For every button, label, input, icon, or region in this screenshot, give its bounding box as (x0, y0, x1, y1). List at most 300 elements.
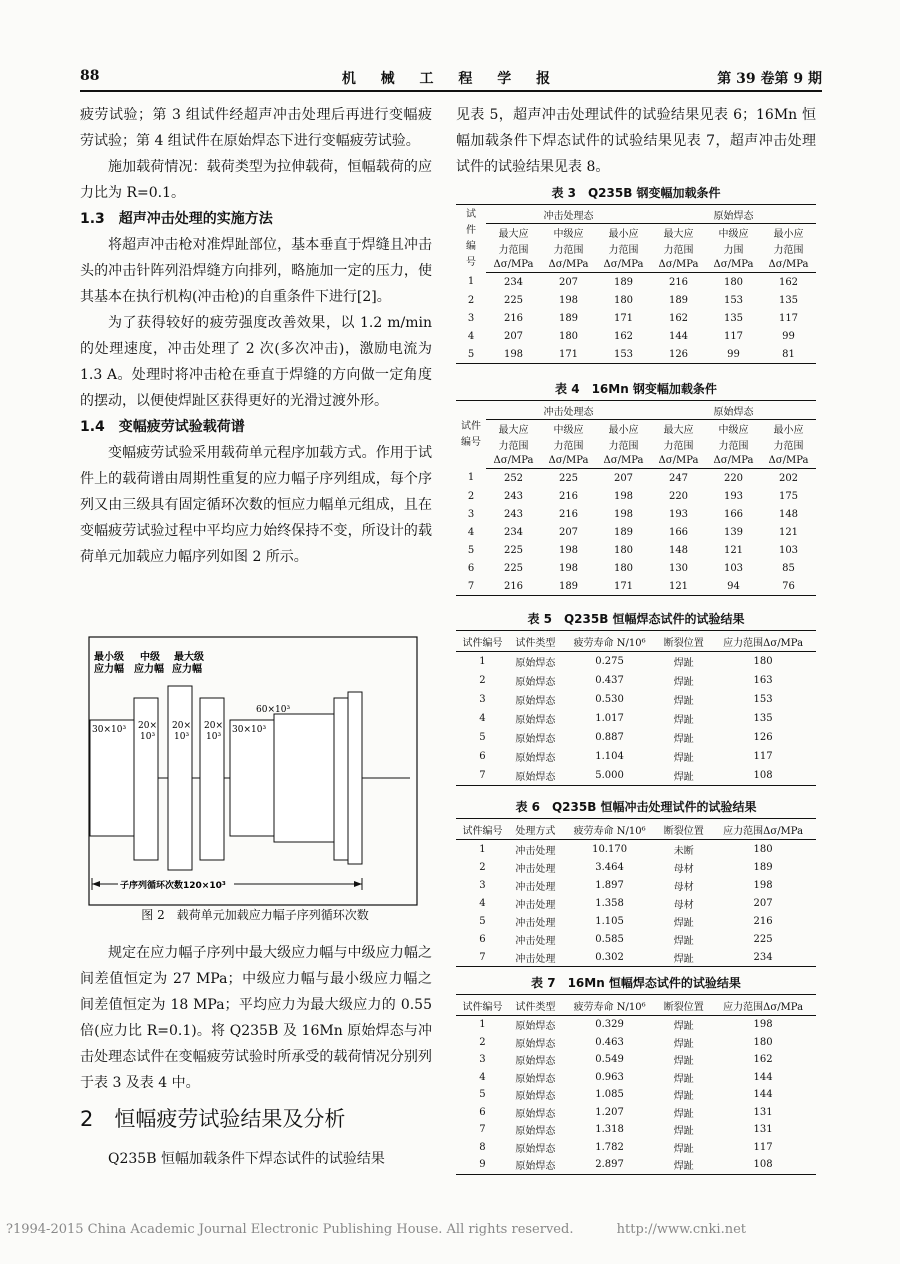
table-cell: 1 (467, 472, 475, 484)
cycle-60: 60×10³ (256, 705, 291, 715)
table-cell: 6 (479, 933, 486, 945)
table-row (456, 728, 816, 747)
col-head: Δσ/MPa (596, 452, 651, 469)
col-head: 试件编号 (456, 995, 509, 1016)
header-row (456, 401, 816, 420)
table-cell: 1.782 (595, 1141, 624, 1153)
page-number: 88 (80, 68, 100, 84)
table-cell: 180 (723, 276, 744, 288)
col-head: 疲劳寿命 N/10⁶ (562, 631, 657, 652)
label-min-level: 最小级 (94, 652, 124, 663)
table-cell: 焊趾 (673, 1038, 694, 1050)
table-cell: 207 (503, 330, 524, 342)
table-cell: 76 (782, 580, 795, 592)
table-cell: 原始焊态 (515, 1073, 556, 1085)
group-head-welded: 原始焊态 (651, 401, 816, 420)
table-cell: 焊趾 (673, 715, 694, 726)
table-row (456, 1156, 816, 1174)
table-cell: 原始焊态 (515, 753, 556, 764)
table-row (456, 709, 816, 728)
table-cell: 171 (613, 312, 634, 324)
cycle-20a: 20× (138, 721, 157, 731)
table-cell: 冲击处理 (515, 935, 556, 947)
table-cell: 2 (479, 675, 486, 686)
table-row (456, 469, 816, 488)
table-cell: 162 (753, 1054, 773, 1066)
table-row (456, 345, 816, 364)
col-head: 断裂位置 (657, 631, 710, 652)
table-cell: 180 (753, 656, 773, 667)
table-cell: 焊趾 (673, 1073, 694, 1085)
table-row (456, 523, 816, 541)
table-cell: 198 (558, 562, 579, 574)
table-cell: 5.000 (595, 770, 624, 781)
table-cell: 焊趾 (673, 1143, 694, 1155)
label-max-level: 最大级 (174, 652, 204, 663)
table-cell: 未断 (673, 845, 694, 857)
table-cell: 225 (558, 472, 579, 484)
table-cell: 180 (753, 843, 773, 855)
table-cell: 121 (668, 580, 689, 592)
table-cell: 131 (753, 1124, 773, 1136)
table-row (456, 505, 816, 523)
col-head: 力范围 (553, 244, 584, 256)
section-heading-2: 2 恒幅疲劳试验结果及分析 (80, 1107, 346, 1131)
col-head: 力范围 (663, 440, 694, 452)
table-row (456, 327, 816, 345)
table-cell: 207 (558, 526, 579, 538)
table-cell: 6 (479, 1106, 486, 1118)
col-head: 试件编号 (456, 819, 509, 840)
table-cell: 153 (613, 348, 634, 360)
figure-caption: 图 2 载荷单元加载应力幅子序列循环次数 (141, 908, 369, 922)
table-cell: 0.549 (595, 1054, 624, 1066)
table-cell: 2 (467, 294, 475, 306)
table-row (456, 541, 816, 559)
paragraph: 施加载荷情况：载荷类型为拉伸载荷，恒幅载荷的应力比为 R=0.1。 (80, 159, 432, 201)
col-head: 力范围 (498, 244, 529, 256)
group-head-treated: 冲击处理态 (486, 205, 651, 224)
table-cell: 193 (723, 490, 744, 502)
table-row (456, 1121, 816, 1139)
table-cell: 148 (668, 544, 689, 556)
table-cell: 1.358 (595, 897, 624, 909)
table-cell: 121 (778, 526, 799, 538)
col-head: 疲劳寿命 N/10⁶ (562, 995, 657, 1016)
table-cell: 189 (613, 276, 634, 288)
issue-label: 第 39 卷第 9 期 (717, 71, 822, 87)
table-cell: 5 (467, 348, 475, 360)
table-cell: 7 (467, 580, 475, 592)
table-cell: 162 (613, 330, 634, 342)
table-cell: 198 (753, 879, 773, 891)
col-head: 力范围 (663, 244, 694, 256)
col-head: 最大应 (498, 424, 529, 436)
cycle-20c-exp: 10³ (206, 732, 222, 742)
col-head: 试件编号 (456, 631, 509, 652)
col-head: 疲劳寿命 N/10⁶ (562, 819, 657, 840)
table-cell: 冲击处理 (515, 863, 556, 875)
table-cell: 180 (613, 562, 634, 574)
label-mid-level: 中级 (140, 652, 160, 663)
table-row (456, 291, 816, 309)
table-cell: 117 (723, 330, 744, 342)
table-cell: 3 (479, 694, 486, 705)
table-cell: 126 (753, 732, 773, 743)
table-cell: 103 (723, 562, 744, 574)
table-row (456, 840, 816, 859)
table-cell: 1 (467, 276, 475, 288)
copyright-footer (6, 1222, 896, 1237)
col-head: Δσ/MPa (706, 256, 761, 273)
table-cell: 243 (503, 508, 524, 520)
col-head: 应力范围Δσ/MPa (710, 995, 816, 1016)
col-head: 力范围 (773, 440, 804, 452)
table-3-caption: 表 3 Q235B 钢变幅加载条件 (551, 186, 721, 200)
table-cell: 原始焊态 (515, 772, 556, 783)
table-cell: 7 (479, 770, 486, 781)
table-cell: 216 (503, 580, 524, 592)
table-cell: 198 (503, 348, 524, 360)
table-cell: 7 (479, 951, 486, 963)
cycle-20c: 20× (204, 721, 223, 731)
table-cell: 冲击处理 (515, 953, 556, 965)
label-min-level-2: 应力幅 (94, 664, 124, 675)
table-cell: 171 (613, 580, 634, 592)
table-cell: 原始焊态 (515, 734, 556, 745)
table-cell: 1.207 (595, 1106, 624, 1118)
table-cell: 0.329 (595, 1019, 624, 1031)
table-3 (456, 204, 816, 364)
col-head: 最大应 (663, 228, 694, 240)
col-head: Δσ/MPa (486, 256, 541, 273)
table-cell: 153 (753, 694, 773, 705)
table-cell: 焊趾 (673, 1161, 694, 1173)
table-row (456, 1051, 816, 1069)
table-5 (456, 630, 816, 786)
col-head: 试件类型 (509, 631, 562, 652)
table-row (456, 1104, 816, 1122)
table-cell: 6 (479, 751, 486, 762)
table-cell: 1 (479, 843, 486, 855)
col-head: 应力范围Δσ/MPa (710, 819, 816, 840)
subheader-row (456, 256, 816, 273)
col-head: Δσ/MPa (541, 452, 596, 469)
col-head: 最小应 (608, 228, 639, 240)
table-cell: 99 (782, 330, 795, 342)
table-cell: 85 (782, 562, 795, 574)
table-cell: 焊趾 (673, 1126, 694, 1138)
table-cell: 2.897 (595, 1159, 624, 1171)
table-cell: 4 (467, 526, 475, 538)
cycle-total-label: 子序列循环次数120×10³ (120, 881, 226, 891)
table-cell: 0.463 (595, 1036, 624, 1048)
col-head: Δσ/MPa (761, 452, 816, 469)
section-heading: 1.4 变幅疲劳试验载荷谱 (80, 419, 245, 435)
cycle-20b-exp: 10³ (174, 732, 190, 742)
table-cell: 198 (558, 294, 579, 306)
table-cell: 3 (467, 312, 475, 324)
label-max-level-2: 应力幅 (172, 664, 202, 675)
table-cell: 216 (753, 915, 773, 927)
table-cell: 1.104 (595, 751, 624, 762)
col-head: 最小应 (608, 424, 639, 436)
group-head-treated: 冲击处理态 (486, 401, 651, 420)
col-head: 最小应 (773, 228, 804, 240)
table-cell: 焊趾 (673, 658, 694, 669)
table-cell: 1.897 (595, 879, 624, 891)
table-cell: 135 (723, 312, 744, 324)
table-cell: 母材 (673, 863, 694, 875)
table-cell: 冲击处理 (515, 845, 556, 857)
table-cell: 94 (727, 580, 740, 592)
table-cell: 1.105 (595, 915, 624, 927)
footer-url: http://www.cnki.net (616, 1222, 746, 1237)
header-row (456, 205, 816, 224)
table-cell: 冲击处理 (515, 881, 556, 893)
table-cell: 162 (778, 276, 799, 288)
table-cell: 8 (479, 1141, 486, 1153)
table-cell: 252 (503, 472, 524, 484)
col-head: 中级应 (553, 424, 584, 436)
table-row (456, 690, 816, 709)
head-fragment: 编号 (461, 436, 481, 448)
table-cell: 163 (753, 675, 773, 686)
table-cell: 3 (467, 508, 475, 520)
table-cell: 99 (727, 348, 740, 360)
col-head: 应力范围Δσ/MPa (710, 631, 816, 652)
table-row (456, 894, 816, 912)
table-cell: 5 (479, 915, 486, 927)
table-cell: 焊趾 (673, 1056, 694, 1068)
table-cell: 原始焊态 (515, 1021, 556, 1033)
table-cell: 1.318 (595, 1124, 624, 1136)
table-cell: 180 (753, 1036, 773, 1048)
running-header (80, 66, 822, 92)
journal-title: 机 械 工 程 学 报 (341, 71, 561, 87)
table-cell: 9 (479, 1159, 486, 1171)
table-cell: 175 (778, 490, 799, 502)
table-cell: 原始焊态 (515, 1056, 556, 1068)
table-cell: 1.085 (595, 1089, 624, 1101)
table-cell: 2 (467, 490, 475, 502)
table-cell: 189 (668, 294, 689, 306)
col-head: 力范围 (608, 244, 639, 256)
table-cell: 131 (753, 1106, 773, 1118)
table-cell: 4 (467, 330, 475, 342)
table-cell: 166 (723, 508, 744, 520)
table-cell: 焊趾 (673, 772, 694, 783)
cycle-20a-exp: 10³ (140, 732, 156, 742)
table-cell: 225 (503, 544, 524, 556)
table-cell: 148 (778, 508, 799, 520)
table-row (456, 766, 816, 786)
paragraph: 疲劳试验；第 3 组试件经超声冲击处理后再进行变幅疲劳试验；第 4 组试件在原始焊态下进行变幅疲劳试验。 (80, 107, 432, 149)
table-cell: 216 (558, 490, 579, 502)
table-cell: 1 (479, 1019, 486, 1031)
table-cell: 原始焊态 (515, 1161, 556, 1173)
table-cell: 117 (753, 1141, 773, 1153)
col-head: 中级应 (718, 228, 749, 240)
table-cell: 焊趾 (673, 917, 694, 929)
col-head: Δσ/MPa (761, 256, 816, 273)
col-head: 试件类型 (509, 995, 562, 1016)
table-cell: 171 (558, 348, 579, 360)
table-row (456, 930, 816, 948)
section-heading: 1.3 超声冲击处理的实施方法 (80, 211, 273, 227)
col-head: 断裂位置 (657, 819, 710, 840)
table-cell: 10.170 (592, 843, 628, 855)
table-cell: 234 (503, 276, 524, 288)
table-cell: 焊趾 (673, 935, 694, 947)
col-head: 中级应 (553, 228, 584, 240)
table-cell: 108 (753, 1159, 773, 1171)
table-row (456, 876, 816, 894)
table-cell: 198 (613, 490, 634, 502)
table-4 (456, 400, 816, 596)
table-cell: 焊趾 (673, 677, 694, 688)
paragraph: Q235B 恒幅加载条件下焊态试件的试验结果 (108, 1151, 385, 1167)
table-cell: 焊趾 (673, 753, 694, 764)
table-cell: 144 (753, 1071, 773, 1083)
col-head: Δσ/MPa (486, 452, 541, 469)
table-cell: 135 (778, 294, 799, 306)
cycle-30a: 30×10³ (92, 725, 127, 735)
table-cell: 216 (558, 508, 579, 520)
col-head: 力范围 (608, 440, 639, 452)
subheader-row (456, 224, 816, 241)
col-head: 力围 (723, 244, 744, 256)
table-row (456, 1069, 816, 1087)
col-head: 力范围 (553, 440, 584, 452)
table-cell: 母材 (673, 881, 694, 893)
table-cell: 6 (467, 562, 475, 574)
table-cell: 103 (778, 544, 799, 556)
paragraph: 为了获得较好的疲劳强度改善效果，以 1.2 m/min 的处理速度，冲击处理了 2 次(多次冲击)，激励电流为 1.3 A。处理时将冲击枪在垂直于焊缝的方向做一定角度的摆动，以便使焊趾区获得更好的光滑过渡外形。 (80, 315, 432, 409)
table-cell: 162 (668, 312, 689, 324)
table-cell: 原始焊态 (515, 1108, 556, 1120)
table-cell: 108 (753, 770, 773, 781)
table-cell: 216 (668, 276, 689, 288)
table-cell: 243 (503, 490, 524, 502)
left-column-bottom (80, 940, 432, 1172)
table-cell: 166 (668, 526, 689, 538)
table-cell: 180 (613, 294, 634, 306)
table-cell: 0.585 (595, 933, 624, 945)
table-cell: 1.017 (595, 713, 624, 724)
table-cell: 4 (479, 1071, 486, 1083)
table-6-caption: 表 6 Q235B 恒幅冲击处理试件的试验结果 (515, 800, 757, 814)
table-cell: 225 (503, 562, 524, 574)
table-cell: 焊趾 (673, 1091, 694, 1103)
table-cell: 234 (753, 951, 773, 963)
table-cell: 202 (778, 472, 799, 484)
col-head: 最小应 (773, 424, 804, 436)
table-cell: 3.464 (595, 861, 624, 873)
col-head: 力范围 (718, 440, 749, 452)
copyright-text: ?1994-2015 China Academic Journal Electronic Publishing House. All rights reserved. (6, 1222, 574, 1237)
table-cell: 5 (467, 544, 475, 556)
table-cell: 0.887 (595, 732, 624, 743)
table-cell: 原始焊态 (515, 1143, 556, 1155)
table-cell: 原始焊态 (515, 658, 556, 669)
table-cell: 7 (479, 1124, 486, 1136)
subheader-row (456, 420, 816, 437)
table-row (456, 858, 816, 876)
table-cell: 焊趾 (673, 696, 694, 707)
table-row (456, 1086, 816, 1104)
table-cell: 1 (479, 656, 486, 667)
table-row (456, 487, 816, 505)
table-cell: 189 (558, 312, 579, 324)
table-cell: 216 (503, 312, 524, 324)
table-cell: 4 (479, 897, 486, 909)
table-cell: 180 (613, 544, 634, 556)
col-head: Δσ/MPa (706, 452, 761, 469)
table-cell: 220 (723, 472, 744, 484)
col-head-id (456, 401, 486, 469)
left-column (80, 102, 432, 570)
table-cell: 144 (753, 1089, 773, 1101)
table-cell: 2 (479, 861, 486, 873)
head-fragment: 编 (466, 240, 476, 252)
table-cell: 原始焊态 (515, 1091, 556, 1103)
paragraph: 规定在应力幅子序列中最大级应力幅与中级应力幅之间差值恒定为 27 MPa；中级应力幅与最小级应力幅之间差值恒定为 18 MPa；平均应力为最大级应力的 0.55 倍(应力比 R=0.1)。将 Q235B 及 16Mn 原始焊态与冲击处理态试件在变幅疲劳试验时所承受的载荷情况分别列于表 3 及表 4 中。 (80, 945, 432, 1091)
table-row (456, 948, 816, 967)
table-cell: 2 (479, 1036, 486, 1048)
table-4-caption: 表 4 16Mn 钢变幅加载条件 (555, 382, 717, 396)
header-row (456, 631, 816, 652)
col-head: Δσ/MPa (596, 256, 651, 273)
table-cell: 0.963 (595, 1071, 624, 1083)
table-cell: 198 (558, 544, 579, 556)
table-cell: 117 (778, 312, 799, 324)
table-cell: 焊趾 (673, 1021, 694, 1033)
head-fragment: 试件 (461, 420, 481, 432)
table-cell: 3 (479, 1054, 486, 1066)
paragraph: 变幅疲劳试验采用载荷单元程序加载方式。作用于试件上的载荷谱由周期性重复的应力幅子序列组成，每个序列又由三级具有固定循环次数的恒应力幅单元组成，且在变幅疲劳试验过程中平均应力始终保持不变，所设计的载荷单元加载应力幅序列如图 2 所示。 (80, 445, 432, 565)
head-fragment: 件 (466, 224, 476, 236)
table-row (456, 671, 816, 690)
col-head: Δσ/MPa (541, 256, 596, 273)
paragraph: 见表 5，超声冲击处理试件的试验结果见表 6；16Mn 恒幅加载条件下焊态试件的试验结果见表 7，超声冲击处理试件的试验结果见表 8。 (456, 107, 816, 175)
col-head: 中级应 (718, 424, 749, 436)
head-fragment: 试 (466, 208, 476, 220)
table-7-caption: 表 7 16Mn 恒幅焊态试件的试验结果 (531, 976, 741, 990)
table-row (456, 912, 816, 930)
table-cell: 189 (558, 580, 579, 592)
table-cell: 原始焊态 (515, 677, 556, 688)
table-cell: 189 (613, 526, 634, 538)
table-cell: 0.530 (595, 694, 624, 705)
table-cell: 4 (479, 713, 486, 724)
table-cell: 原始焊态 (515, 1038, 556, 1050)
table-cell: 母材 (673, 899, 694, 911)
table-cell: 189 (753, 861, 773, 873)
table-cell: 153 (723, 294, 744, 306)
table-cell: 180 (558, 330, 579, 342)
table-row (456, 1016, 816, 1034)
table-6 (456, 818, 816, 967)
table-cell: 焊趾 (673, 734, 694, 745)
subheader-row (456, 240, 816, 256)
table-cell: 225 (503, 294, 524, 306)
head-fragment: 号 (466, 256, 476, 268)
table-cell: 144 (668, 330, 689, 342)
table-row (456, 559, 816, 577)
table-cell: 234 (503, 526, 524, 538)
table-7 (456, 994, 816, 1175)
